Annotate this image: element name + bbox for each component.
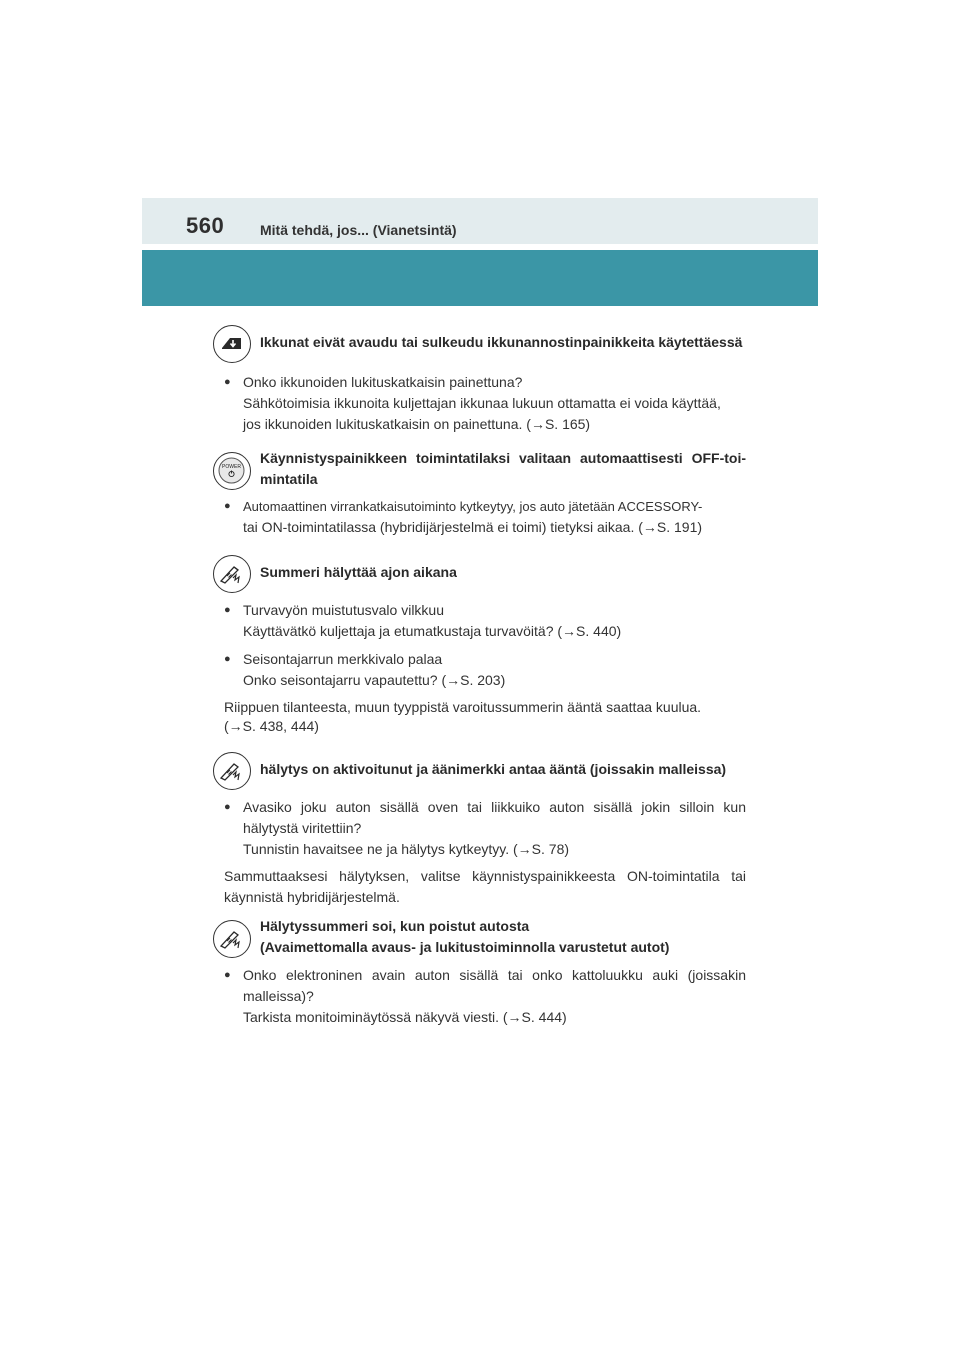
buzzer-icon — [213, 920, 251, 958]
section-title: Mitä tehdä, jos... (Vianetsintä) — [260, 222, 457, 238]
text-line: Automaattinen virrankatkaisutoiminto kytkeytyy, jos auto jätetään ACCESSORY- — [243, 499, 703, 514]
section-heading: mintatila — [260, 471, 318, 487]
power-button-icon — [213, 452, 251, 490]
text-line: Onko seisontajarru vapautettu? (→S. 203) — [243, 672, 506, 688]
buzzer-icon — [213, 555, 251, 593]
text-line: malleissa)? — [243, 988, 314, 1004]
text-line: hälytystä viritettiin? — [243, 820, 362, 836]
section-heading: Summeri hälyttää ajon aikana — [260, 564, 457, 580]
note-line: (→S. 438, 444) — [224, 718, 319, 734]
page-number: 560 — [186, 213, 225, 238]
svg-text:POWER: POWER — [222, 464, 241, 470]
section-heading: hälytys on aktivoitunut ja äänimerkki antaa ääntä (joissakin malleissa) — [260, 761, 727, 777]
window-switch-icon — [213, 325, 251, 363]
note-line: Sammuttaaksesi hälytyksen, valitse käynnistyspainikkeesta ON-toimintatila tai — [224, 868, 746, 884]
bullet-marker: ● — [224, 969, 231, 981]
section-heading: Ikkunat eivät avaudu tai sulkeudu ikkunannostinpainikkeita käytettäessä — [260, 334, 743, 350]
section-heading: (Avaimettomalla avaus- ja lukitustoiminnolla varustetut autot) — [260, 939, 670, 955]
section-heading: Hälytyssummeri soi, kun poistut autosta — [260, 918, 530, 934]
text-line: Tarkista monitoiminäytössä näkyvä viesti. (→S. 444) — [243, 1009, 567, 1025]
bullet-marker: ● — [224, 376, 231, 388]
text-line: jos ikkunoiden lukituskatkaisin on painettuna. (→S. 165) — [243, 416, 591, 432]
note-line: käynnistä hybridijärjestelmä. — [224, 889, 400, 905]
text-line: Sähkötoimisia ikkunoita kuljettajan ikkunaa lukuun ottamatta ei voida käyttää, — [243, 395, 721, 411]
bullet-marker: ● — [224, 604, 231, 616]
bullet-marker: ● — [224, 801, 231, 813]
text-line: Onko elektroninen avain auton sisällä tai onko kattoluukku auki (joissakin — [243, 967, 746, 983]
note-line: Riippuen tilanteesta, muun tyyppistä varoitussummerin ääntä saattaa kuulua. — [224, 699, 702, 715]
section-heading: Käynnistyspainikkeen toimintatilaksi valitaan automaattisesti OFF-toi- — [260, 450, 746, 466]
text-line: Turvavyön muistutusvalo vilkkuu — [243, 602, 445, 618]
text-line: tai ON-toimintatilassa (hybridijärjestelmä ei toimi) tietyksi aikaa. (→S. 191) — [243, 519, 703, 535]
text-line: Seisontajarrun merkkivalo palaa — [243, 651, 443, 667]
buzzer-icon — [213, 752, 251, 790]
bullet-marker: ● — [224, 500, 231, 512]
text-line: Avasiko joku auton sisällä oven tai liikkuiko auton sisällä jokin silloin kun — [243, 799, 746, 815]
text-line: Onko ikkunoiden lukituskatkaisin painettuna? — [243, 374, 523, 390]
text-line: Tunnistin havaitsee ne ja hälytys kytkeytyy. (→S. 78) — [243, 841, 570, 857]
text-line: Käyttävätkö kuljettaja ja etumatkustaja turvavöitä? (→S. 440) — [243, 623, 622, 639]
bullet-marker: ● — [224, 653, 231, 665]
